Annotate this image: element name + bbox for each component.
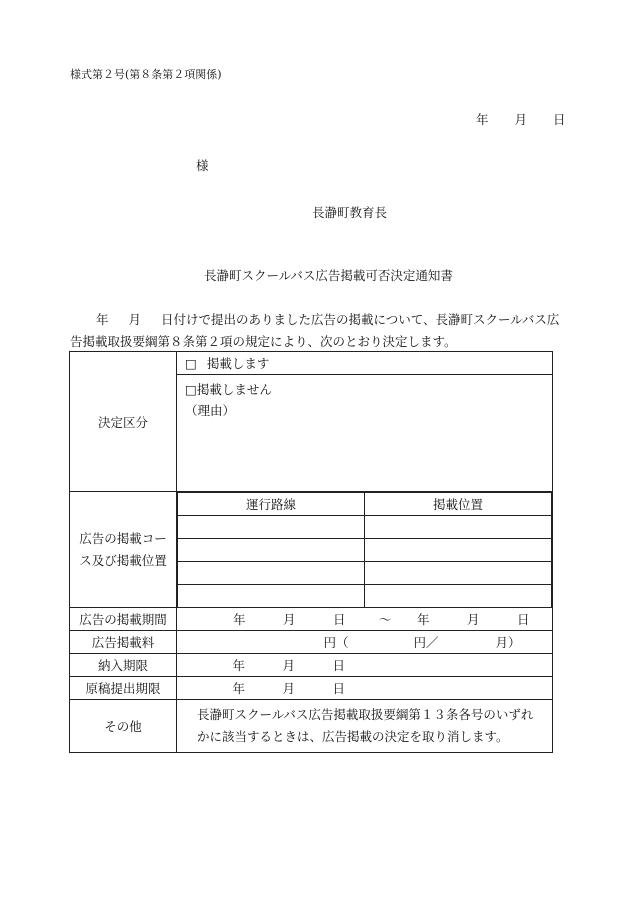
payment-deadline-label: 納入期限 (70, 654, 177, 677)
position-cell[interactable] (365, 516, 552, 539)
date-month: 月 (514, 112, 528, 127)
period-label: 広告の掲載期間 (70, 608, 177, 631)
body-month: 月 (128, 312, 142, 327)
fee-month: 月） (495, 635, 521, 650)
manuscript-year: 年 (232, 681, 245, 696)
route-cell[interactable] (178, 539, 365, 562)
period-day-2: 日 (516, 612, 530, 627)
manuscript-month: 月 (282, 681, 295, 696)
payment-deadline-value[interactable] (177, 654, 553, 677)
period-year: 年 (232, 612, 246, 627)
fee-label: 広告掲載料 (70, 631, 177, 654)
route-cell[interactable] (178, 585, 365, 608)
decision-table (69, 351, 553, 753)
sender: 長瀞町教育長 (312, 205, 388, 220)
payment-day: 日 (332, 658, 345, 673)
option-no-label: 掲載しません (196, 382, 272, 397)
course-subtable (177, 492, 552, 607)
course-grid (177, 492, 553, 608)
other-label: その他 (70, 700, 177, 753)
period-tilde: ～ (378, 612, 392, 627)
position-cell[interactable] (365, 539, 552, 562)
option-no-row[interactable] (185, 379, 552, 400)
period-value[interactable] (177, 608, 553, 631)
option-yes-row[interactable] (177, 352, 553, 375)
other-text: 長瀞町スクールバス広告掲載取扱要綱第１３条各号のいずれかに該当するときは、広告掲載の決定を取り消します。 (177, 700, 553, 753)
period-year-2: 年 (416, 612, 430, 627)
route-cell[interactable] (178, 562, 365, 585)
route-header: 運行路線 (178, 493, 365, 516)
form-number: 様式第２号(第８条第２項関係) (70, 68, 222, 81)
position-header: 掲載位置 (365, 493, 552, 516)
payment-month: 月 (282, 658, 295, 673)
body-year: 年 (96, 312, 109, 327)
fee-value[interactable] (177, 631, 553, 654)
date-year: 年 (476, 112, 489, 127)
issue-date (476, 110, 566, 128)
manuscript-deadline-label: 原稿提出期限 (70, 677, 177, 700)
position-cell[interactable] (365, 562, 552, 585)
period-month-2: 月 (466, 612, 480, 627)
addressee-suffix: 様 (196, 158, 209, 173)
fee-yen: 円（ (323, 635, 349, 650)
option-no-cell[interactable] (177, 375, 553, 492)
body-line-2: 告掲載取扱要綱第８条第２項の規定により、次のとおり決定します。 (70, 334, 457, 349)
period-day: 日 (332, 612, 346, 627)
body-line-1 (70, 309, 582, 331)
payment-year: 年 (232, 658, 245, 673)
date-day: 日 (553, 112, 566, 127)
decision-label: 決定区分 (70, 352, 177, 492)
body-text (70, 309, 582, 353)
course-label: 広告の掲載コース及び掲載位置 (70, 492, 177, 608)
document-title: 長瀞町スクールバス広告掲載可否決定通知書 (204, 268, 453, 283)
position-cell[interactable] (365, 585, 552, 608)
checkbox-yes-icon[interactable]: □ (185, 356, 197, 371)
reason-label: （理由） (185, 403, 236, 418)
manuscript-deadline-value[interactable] (177, 677, 553, 700)
checkbox-no-icon[interactable]: □ (185, 382, 197, 397)
fee-yen-per: 円／ (413, 635, 439, 650)
manuscript-day: 日 (332, 681, 345, 696)
body-line1-rest: 日付けで提出のありました広告の掲載について、長瀞町スクールバス広 (161, 312, 560, 327)
route-cell[interactable] (178, 516, 365, 539)
option-yes-label: 掲載します (206, 356, 270, 371)
period-month: 月 (282, 612, 296, 627)
